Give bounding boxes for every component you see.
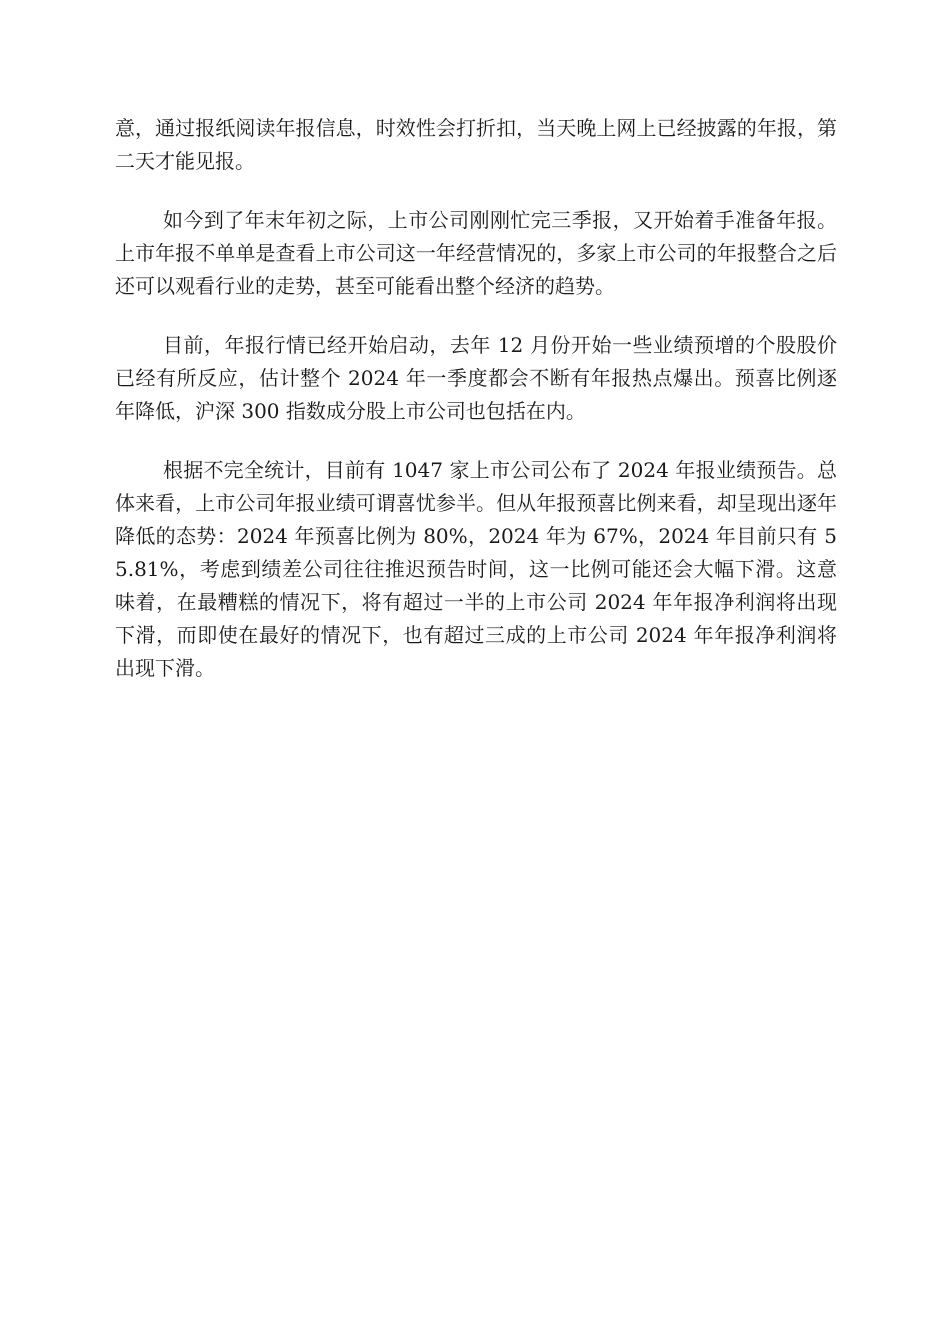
paragraph: 目前，年报行情已经开始启动，去年 12 月份开始一些业绩预增的个股股价已经有所反应，估计整个 2024 年一季度都会不断有年报热点爆出。预喜比例逐年降低，沪深 300 指数成分股上市公司也包括在内。	[115, 333, 837, 423]
paragraph: 根据不完全统计，目前有 1047 家上市公司公布了 2024 年报业绩预告。总体来看，上市公司年报业绩可谓喜忧参半。但从年报预喜比例来看，却呈现出逐年降低的态势：2024 年预喜比例为 80%，2024 年为 67%，2024 年目前只有 55.81%，考虑到绩差公司往往推迟预告时间，这一比例可能还会大幅下滑。这意味着，在最糟糕的情况下，将有超过一半的上市公司 2024 年年报净利润将出现下滑，而即使在最好的情况下，也有超过三成的上市公司 2024 年年报净利润将出现下滑。	[115, 458, 837, 680]
paragraph: 如今到了年末年初之际，上市公司刚刚忙完三季报，又开始着手准备年报。上市年报不单单是查看上市公司这一年经营情况的，多家上市公司的年报整合之后还可以观看行业的走势，甚至可能看出整个经济的趋势。	[115, 208, 837, 298]
document-body	[115, 112, 837, 711]
paragraph: 意，通过报纸阅读年报信息，时效性会打折扣，当天晚上网上已经披露的年报，第二天才能见报。	[115, 116, 837, 173]
